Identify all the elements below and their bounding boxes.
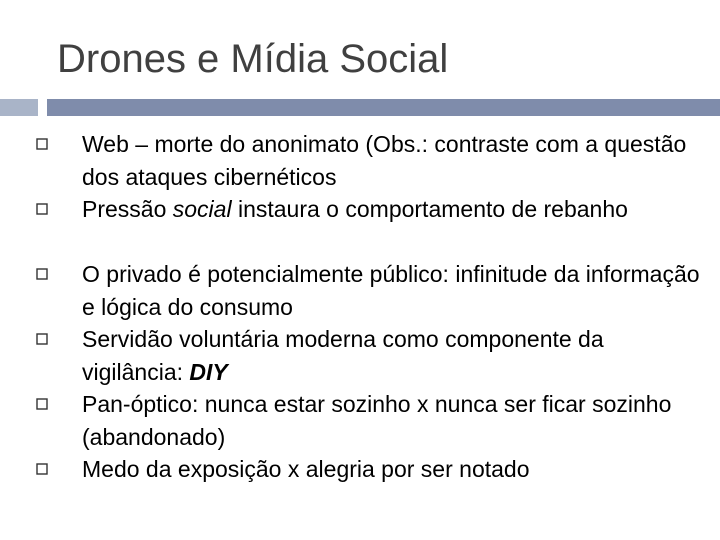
hollow-square-bullet-icon [36, 268, 48, 280]
bullet-text-run: O privado é potencialmente público: infinitude da informação e lógica do consumo [82, 261, 700, 320]
bullet-text [82, 388, 707, 454]
bullet-text-run: instaura o comportamento de rebanho [231, 196, 628, 222]
hollow-square-bullet-icon [36, 333, 48, 345]
hollow-square-bullet-icon [36, 398, 48, 410]
bullet-text-run: Pressão [82, 196, 173, 222]
bullet-text-run: Medo da exposição x alegria por ser notado [82, 456, 530, 482]
hollow-square-bullet-icon [36, 463, 48, 475]
bullet-text [82, 128, 707, 194]
bullet-text-run: Pan-óptico: nunca estar sozinho x nunca ser ficar sozinho (abandonado) [82, 391, 672, 450]
hollow-square-bullet-icon [36, 203, 48, 215]
bullet-text [82, 258, 707, 324]
bullet-text [82, 193, 707, 226]
bullet-text [82, 453, 707, 486]
bullet-text-run: Web – morte do anonimato (Obs.: contraste com a questão dos ataques cibernéticos [82, 131, 687, 190]
bullet-text-emphasis: social [172, 196, 232, 222]
hollow-square-bullet-icon [36, 138, 48, 150]
bullet-text-run: Servidão voluntária moderna como componente da vigilância: [82, 326, 604, 385]
bullet-text [82, 323, 707, 389]
bullet-text-emphasis: DIY [189, 359, 228, 385]
slide-title: Drones e Mídia Social [57, 37, 449, 81]
